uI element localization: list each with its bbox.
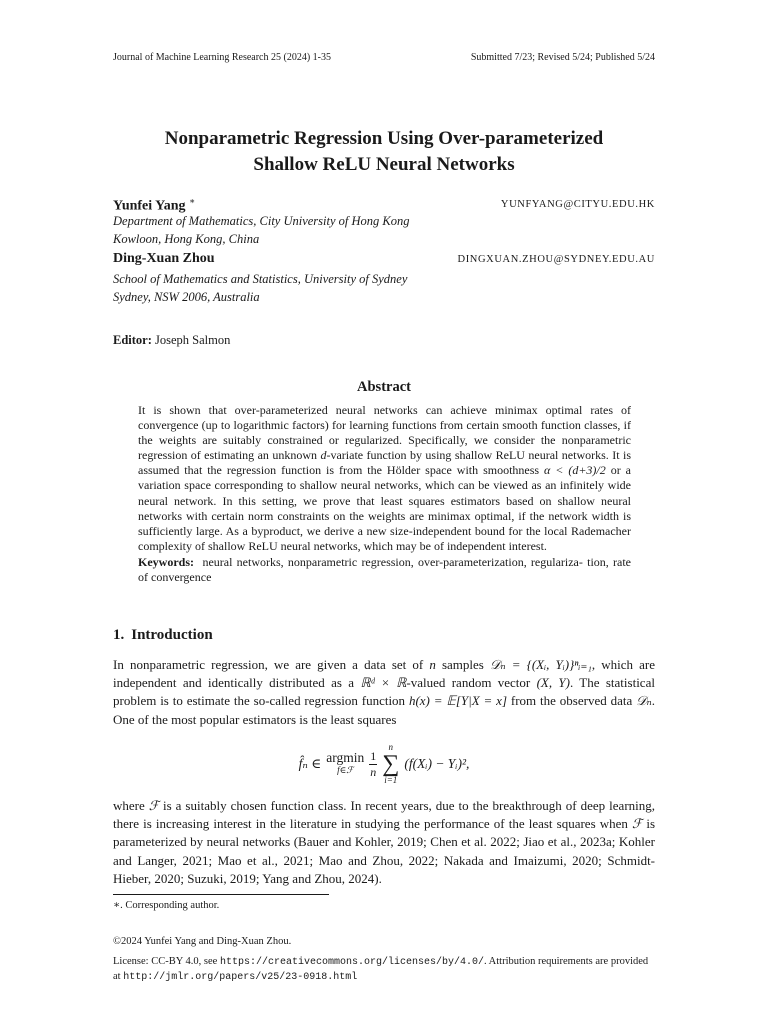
editor-line — [113, 333, 230, 348]
eq-summation: n ∑ i=1 — [382, 742, 400, 785]
footnote-rule — [113, 894, 329, 895]
affiliation-line: Department of Mathematics, City University of Hong Kong — [113, 214, 410, 228]
section-heading-introduction — [113, 627, 213, 644]
keywords-label: Keywords: — [138, 554, 194, 569]
abstract-heading: Abstract — [357, 379, 411, 395]
eq-lhs: f̂ₙ ∈ — [298, 756, 322, 771]
footnote — [113, 899, 219, 911]
author-1-affiliation — [113, 212, 410, 248]
paper-title — [0, 126, 768, 178]
keywords: Keywords: neural networks, nonparametric regression, over-parameterization, regulariza- tion, rate of convergence — [138, 554, 632, 585]
abstract-body — [138, 403, 631, 585]
submission-dates: Submitted 7/23; Revised 5/24; Published 5/24 — [470, 52, 655, 63]
copyright-notice: ©2024 Yunfei Yang and Ding-Xuan Zhou. — [113, 936, 292, 947]
eq-argmin: argmin f∈ℱ — [326, 750, 365, 775]
abstract-text: It is shown that over-parameterized neural networks can achieve minimax optimal rates of convergence (up to logarithmic factors) for learning functions from certain smooth function classes, if the weights are suitably constrained or regularized. Specifically, we consider the nonparametric regression of estimating an unknown d-variate function by using shallow ReLU neural networks. It is assumed that the regression function is from the Hölder space with smoothness α < (d+3)/2 or a variation space corresponding to shallow neural networks, which can be viewed as an infinitely wide neural network. In this setting, we prove that least squares estimators based on shallow neural networks with certain norm constraints on the weights are minimax optimal, if the network width is sufficiently large. As a byproduct, we derive a new size-independent bound for the local Rademacher complexity of shallow ReLU neural networks, which may be of independent interest. — [138, 403, 632, 553]
citation-list[interactable]: Nakada and Imaizumi, 2020; Schmidt-Hieber, 2020; Suzuki, 2019; Yang and Zhou, 2024). — [113, 852, 656, 886]
affiliation-line: Kowloon, Hong Kong, China — [113, 232, 260, 246]
editor-name: Joseph Salmon — [155, 333, 231, 347]
title-line-1: Nonparametric Regression Using Over-parameterized — [164, 128, 604, 149]
journal-header: Journal of Machine Learning Research 25 (2024) 1-35 — [113, 52, 331, 63]
author-2-email[interactable]: DINGXUAN.ZHOU@SYDNEY.EDU.AU — [457, 254, 655, 265]
editor-label: Editor: — [113, 333, 152, 347]
author-name: Yunfei Yang — [113, 198, 186, 214]
author-2-name: Ding-Xuan Zhou — [113, 251, 215, 266]
citation-list[interactable]: is parameterized by neural networks (Bauer and Kohler, 2019; Chen et al. — [113, 816, 656, 850]
license-notice: License: CC-BY 4.0, see https://creativecommons.org/licenses/by/4.0/. Attribution requirements are provided at http://jmlr.org/papers/v25/23-0918.html — [113, 956, 649, 983]
corresponding-mark: ∗ — [189, 196, 196, 206]
citation-list[interactable]: 2022; Jiao et al., 2023a; Kohler and Langer, 2021; Mao et al., 2021; Mao and Zhou, 2022; — [113, 834, 655, 868]
intro-paragraph-1: In nonparametric regression, we are given a data set of n samples 𝒟ₙ = {(Xᵢ, Yᵢ)}ⁿᵢ₌₁, which are independent and identically distributed as a ℝᵈ × ℝ-valued random vector (X, Y). The statistical problem is to estimate the so-called regression function h(x) = 𝔼[Y|X = x] from the observed data 𝒟ₙ. One of the most popular estimators is the least squares — [113, 657, 656, 727]
footnote-mark: ∗. — [113, 900, 123, 911]
license-link[interactable]: https://creativecommons.org/licenses/by/4.0/ — [219, 957, 484, 968]
least-squares-equation — [0, 742, 768, 784]
section-number: 1. — [113, 627, 125, 643]
affiliation-line: School of Mathematics and Statistics, University of Sydney — [113, 272, 408, 286]
paper-link[interactable]: http://jmlr.org/papers/v25/23-0918.html — [123, 972, 358, 983]
eq-fraction: $\frac{1}{n}$ — [370, 748, 377, 779]
section-title: Introduction — [131, 627, 213, 643]
author-2-affiliation — [113, 270, 407, 306]
intro-paragraph-2: where ℱ is a suitably chosen function class. In recent years, due to the breakthrough of deep learning, there is increasing interest in the literature in studying the performance of the least squares when ℱ is parameterized by neural networks (Bauer and Kohler, 2019; Chen et al. 2022; Jiao et al., 2023a; Kohler and Langer, 2021; Mao et al., 2021; Mao and Zhou, 2022; Nakada and Imaizumi, 2020; Schmidt-Hieber, 2020; Suzuki, 2019; Yang and Zhou, 2024). — [113, 798, 656, 886]
title-line-2: Shallow ReLU Neural Networks — [253, 154, 515, 175]
footnote-text: Corresponding author. — [125, 900, 220, 911]
eq-rhs: (f(Xᵢ) − Yᵢ)², — [404, 756, 470, 771]
affiliation-line: Sydney, NSW 2006, Australia — [113, 290, 260, 304]
author-1-email[interactable]: YUNFYANG@CITYU.EDU.HK — [500, 199, 655, 210]
